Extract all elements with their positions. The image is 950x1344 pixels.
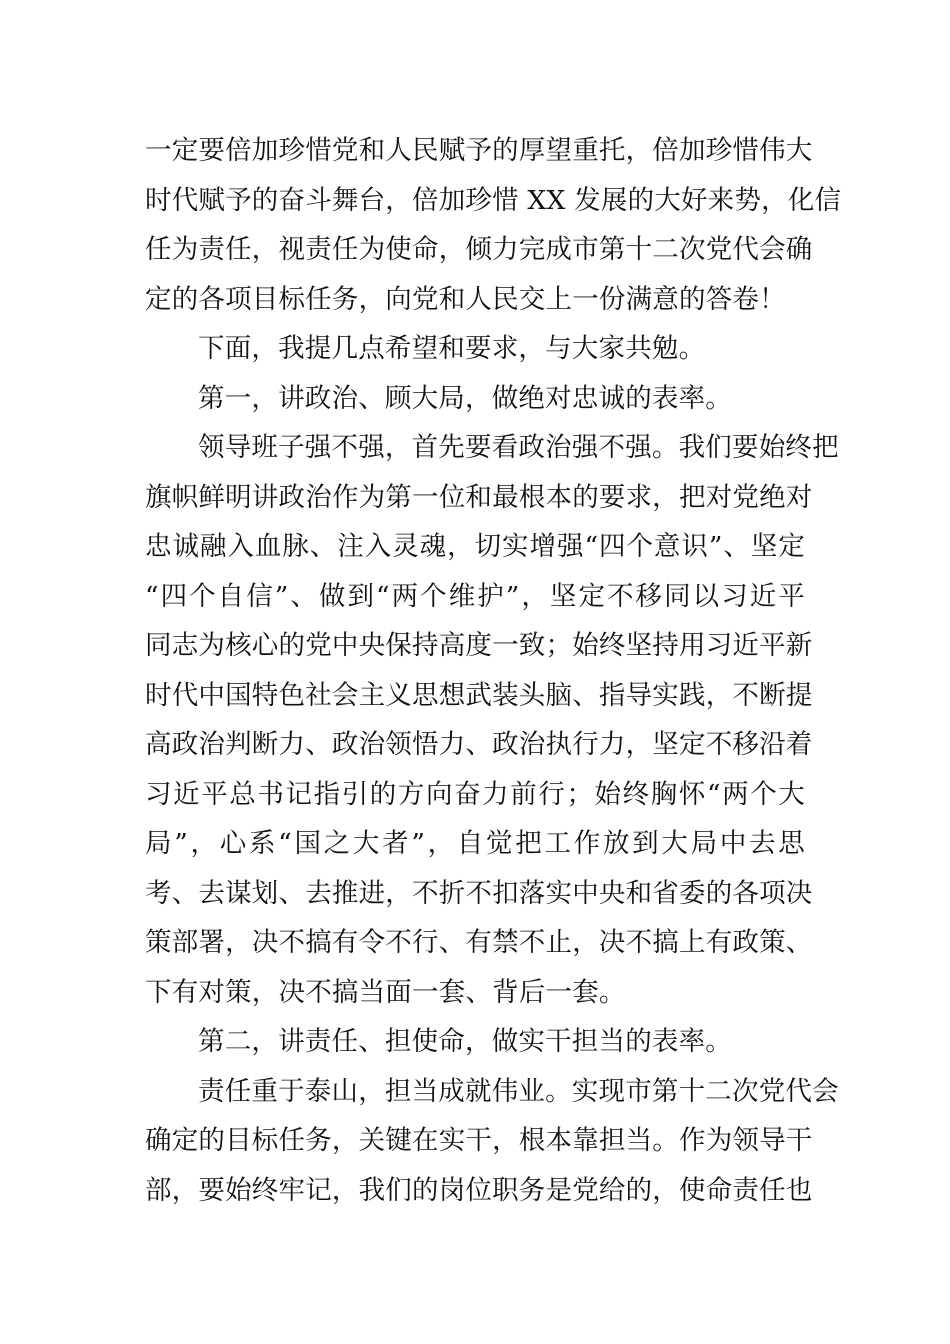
text-line: 时代赋予的奋斗舞台，倍加珍惜 XX 发展的大好来势，化信	[145, 184, 842, 216]
text-line: 第一，讲政治、顾大局，做绝对忠诚的表率。	[198, 382, 732, 414]
section-heading-second	[145, 1017, 805, 1067]
section-heading-first	[145, 374, 805, 424]
text-line: 责任重于泰山，担当成就伟业。实现市第十二次党代会	[198, 1075, 839, 1107]
text-line: 确定的目标任务，关键在实干，根本靠担当。作为领导干	[145, 1125, 813, 1156]
text-line: 领导班子强不强，首先要看政治强不强。我们要始终把	[198, 432, 839, 463]
text-line: 习近平总书记指引的方向奋力前行；始终胸怀“两个大	[145, 778, 805, 810]
paragraph-responsibility	[145, 1067, 839, 1216]
text-line: 第二，讲责任、担使命，做实干担当的表率。	[198, 1026, 732, 1057]
paragraph-continuation	[145, 126, 842, 324]
text-line: 忠诚融入血脉、注入灵魂，切实增强“四个意识”、坚定	[145, 531, 805, 562]
paragraph-politics	[145, 423, 839, 1017]
text-line: 定的各项目标任务，向党和人民交上一份满意的答卷！	[145, 283, 786, 315]
text-line: “四个自信”、做到“两个维护”，坚定不移同以习近平	[145, 580, 805, 612]
text-line: 任为责任，视责任为使命，倾力完成市第十二次党代会确	[145, 234, 813, 265]
document-body	[145, 126, 842, 1215]
text-line: 时代中国特色社会主义思想武装头脑、指导实践，不断提	[145, 679, 813, 711]
text-line: 旗帜鲜明讲政治作为第一位和最根本的要求，把对党绝对	[145, 481, 813, 513]
text-line: 一定要倍加珍惜党和人民赋予的厚望重托，倍加珍惜伟大	[145, 135, 813, 166]
text-line: 策部署，决不搞有令不行、有禁不止，决不搞上有政策、	[145, 927, 813, 958]
text-line: 下有对策，决不搞当面一套、背后一套。	[145, 976, 626, 1008]
text-line: 局”，心系“国之大者”，自觉把工作放到大局中去思	[145, 828, 805, 859]
text-line: 考、去谋划、去推进，不折不扣落实中央和省委的各项决	[145, 877, 813, 909]
text-line: 高政治判断力、政治领悟力、政治执行力，坚定不移沿着	[145, 729, 813, 760]
text-line: 下面，我提几点希望和要求，与大家共勉。	[198, 333, 706, 364]
paragraph-intro	[145, 324, 805, 374]
text-line: 同志为核心的党中央保持高度一致；始终坚持用习近平新	[145, 630, 813, 661]
text-line: 部，要始终牢记，我们的岗位职务是党给的，使命责任也	[145, 1174, 813, 1206]
